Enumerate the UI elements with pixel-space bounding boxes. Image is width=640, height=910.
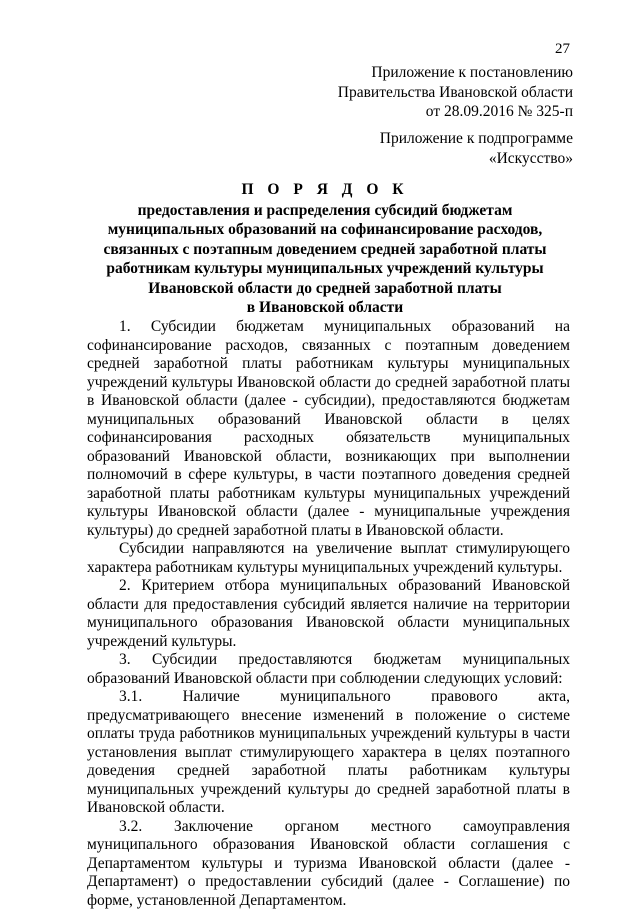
approval-date-line: от 28.09.2016 № 325-п [338, 102, 573, 122]
subprogram-header [380, 129, 573, 168]
title-line: Ивановской области до средней заработной платы [90, 279, 560, 299]
title-line: муниципальных образований на софинансирование расходов, [90, 220, 560, 240]
title-line: в Ивановской области [90, 298, 560, 318]
approval-header [338, 63, 573, 122]
document-title [90, 180, 560, 318]
approval-line: Правительства Ивановской области [338, 83, 573, 103]
title-line: работникам культуры муниципальных учреждений культуры [90, 259, 560, 279]
subprogram-name: «Искусство» [380, 149, 573, 169]
paragraph-2: 2. Критерием отбора муниципальных образований Ивановской области для предоставления субсидий является наличие на территории муниципального образования Ивановской области муниципальных учреждений культуры. [87, 577, 570, 651]
paragraph-3: 3. Субсидии предоставляются бюджетам муниципальных образований Ивановской области при соблюдении следующих условий: [87, 651, 570, 688]
subprogram-line: Приложение к подпрограмме [380, 129, 573, 149]
paragraph-1: 1. Субсидии бюджетам муниципальных образований на софинансирование расходов, связанных с поэтапным доведением средней заработной платы работникам культуры муниципальных учреждений культуры Ивановской области до средней заработной платы в Ивановской области (далее - субсидии), предоставляются бюджетам муниципальных образований Ивановской области в целях софинансирования расходных обязательств муниципальных образований Ивановской области, возникающих при выполнении полномочий в сфере культуры, в части поэтапного доведения средней заработной платы работникам культуры муниципальных учреждений культуры Ивановской области (далее - муниципальные учреждения культуры) до средней заработной платы в Ивановской области. [87, 318, 570, 540]
paragraph-3-1: 3.1. Наличие муниципального правового акта, предусматривающего внесение изменений в положение о системе оплаты труда работников муниципальных учреждений культуры в части установления выплат стимулирующего характера в целях поэтапного доведения средней заработной платы работникам культуры муниципальных учреждений культуры до средней заработной платы в Ивановской области. [87, 688, 570, 818]
title-line: связанных с поэтапным доведением средней заработной платы [90, 240, 560, 260]
paragraph-3-2: 3.2. Заключение органом местного самоуправления муниципального образования Ивановской области соглашения с Департаментом культуры и туризма Ивановской области (далее - Департамент) о предоставлении субсидий (далее - Соглашение) по форме, установленной Департаментом. [87, 818, 570, 910]
document-heading: П О Р Я Д О К [90, 180, 560, 200]
paragraph-subsidy-purpose: Субсидии направляются на увеличение выплат стимулирующего характера работникам культуры муниципальных учреждений культуры. [87, 540, 570, 577]
document-body [87, 318, 570, 910]
title-line: предоставления и распределения субсидий бюджетам [90, 201, 560, 221]
approval-line: Приложение к постановлению [338, 63, 573, 83]
page-number: 27 [555, 40, 570, 59]
